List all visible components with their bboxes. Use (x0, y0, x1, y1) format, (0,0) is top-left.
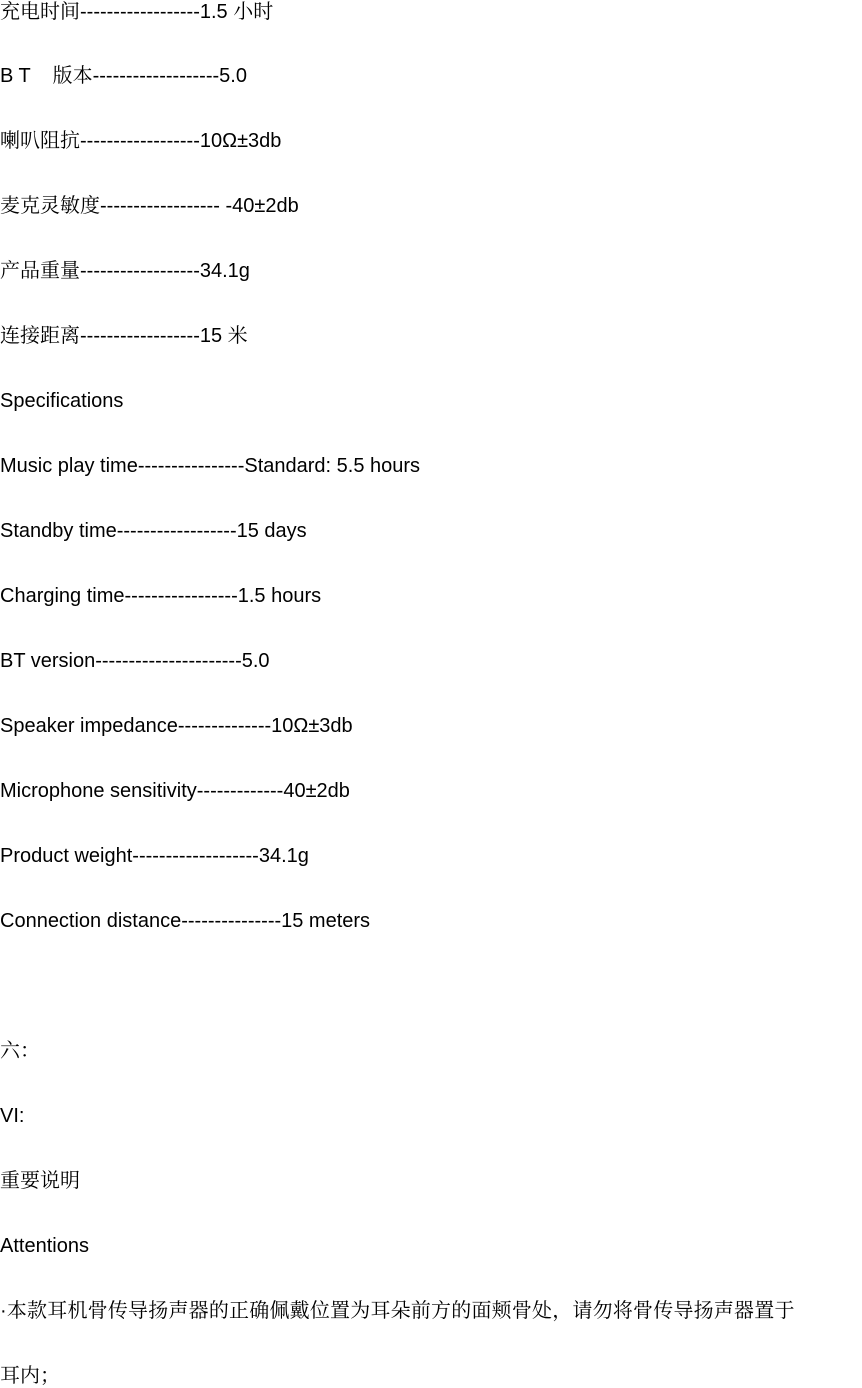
spec-mic-sensitivity: Microphone sensitivity-------------40±2db (0, 780, 350, 802)
spec-speaker-impedance: Speaker impedance--------------10Ω±3db (0, 715, 353, 737)
spec-bt-version: BT version----------------------5.0 (0, 650, 270, 672)
section-number-cn: 六： (0, 1040, 40, 1062)
attentions-heading-cn: 重要说明 (0, 1170, 80, 1192)
spec-bt-version-cn: B T 版本-------------------5.0 (0, 65, 247, 87)
spec-connection-distance-cn: 连接距离------------------15 米 (0, 325, 248, 347)
spec-product-weight-cn: 产品重量------------------34.1g (0, 260, 250, 282)
spec-connection-distance: Connection distance---------------15 meters (0, 910, 371, 932)
specifications-heading: Specifications (0, 390, 124, 412)
attentions-heading: Attentions (0, 1235, 89, 1257)
attention-item-1: ·本款耳机骨传导扬声器的正确佩戴位置为耳朵前方的面颊骨处，请勿将骨传导扬声器置于 (0, 1300, 795, 1322)
attention-item-1-continued: 耳内； (0, 1365, 60, 1387)
section-number-en: VI: (0, 1105, 25, 1127)
spec-charging-time: Charging time-----------------1.5 hours (0, 585, 322, 607)
spec-speaker-impedance-cn: 喇叭阻抗------------------10Ω±3db (0, 130, 282, 152)
spec-product-weight: Product weight-------------------34.1g (0, 845, 309, 867)
spec-mic-sensitivity-cn: 麦克灵敏度------------------ -40±2db (0, 195, 299, 217)
spec-standby-time: Standby time------------------15 days (0, 520, 307, 542)
spec-charging-time-cn: 充电时间------------------1.5 小时 (0, 1, 274, 23)
spec-music-play-time: Music play time----------------Standard: 5.5 hours (0, 455, 421, 477)
